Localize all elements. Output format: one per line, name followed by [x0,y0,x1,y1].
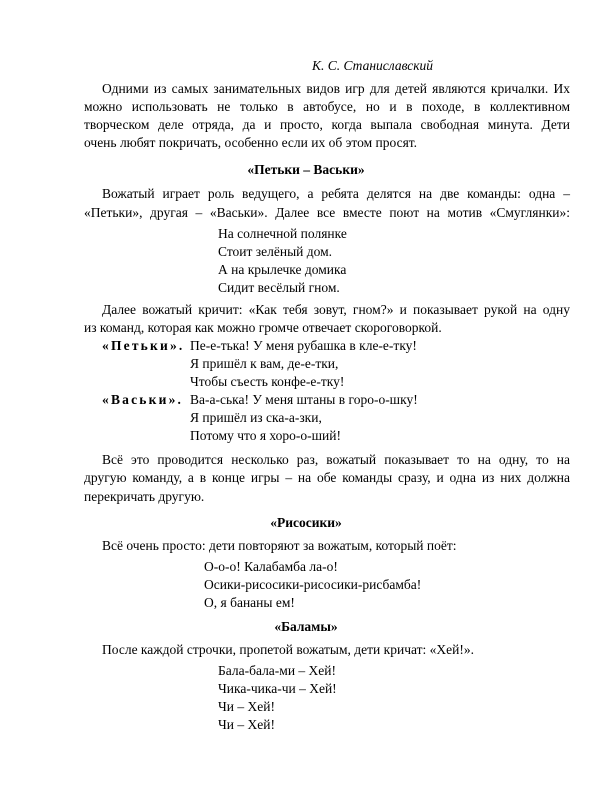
game-outro-line: перекричать другую. [84,489,205,504]
song-line: Чи – Хей! [218,699,275,714]
song-line: Бала-бала-ми – Хей! [218,663,337,678]
song-line: Стоит зелёный дом. [218,244,333,259]
song-line: На солнечной полянке [218,226,347,241]
chant-line: Я пришёл к вам, де-е-тки, [190,356,339,371]
intro-line: Одними из самых занимательных видов игр для детей являются кричалки. Их [102,81,570,96]
intro-line: можно использовать не только в автобусе, но и в походе, в коллективном [84,99,570,114]
song-line: Чи – Хей! [218,717,275,732]
chant-line: Ва-а-ська! У меня штаны в горо-о-шку! [190,392,418,407]
game-description-line: Всё очень просто: дети повторяют за вожатым, который поёт: [102,538,457,553]
team-label-petki: «Петьки». [102,338,185,353]
song-line: Осики-рисосики-рисосики-рисбамба! [204,577,422,592]
intro-line: очень любят покричать, особенно если их об этом просят. [84,135,418,150]
song-line: О, я бананы ем! [204,595,295,610]
team-label-vaski: «Васьки». [102,392,184,407]
game-description-line: После каждой строчки, пропетой вожатым, дети кричат: «Хей!». [102,642,474,657]
chant-line: Я пришёл из ска-а-зки, [190,410,322,425]
game-title-balamy: «Баламы» [274,619,338,634]
game-description-line: «Петьки», другая – «Васьки». Далее все вместе поют на мотив «Смуглянки»: [84,205,570,220]
game-description-line: Вожатый играет роль ведущего, а ребята делятся на две команды: одна – [102,186,570,201]
song-line: Чика-чика-чи – Хей! [218,681,337,696]
song-line: А на крылечке домика [218,262,347,277]
epigraph-author: К. С. Станиславский [312,58,434,73]
song-line: О-о-о! Калабамба ла-о! [204,559,338,574]
chant-line: Чтобы съесть конфе-е-тку! [190,374,345,389]
game-instruction-line: Далее вожатый кричит: «Как тебя зовут, гном?» и показывает рукой на одну [102,302,570,317]
game-title-risosiki: «Рисосики» [270,515,342,530]
song-line: Сидит весёлый гном. [218,280,340,295]
game-title-petki-vaski: «Петьки – Васьки» [247,162,365,177]
game-outro-line: Всё это проводится несколько раз, вожатый показывает то на одну, то на [102,452,570,467]
game-outro-line: другую команду, а в конце игры – на обе команды сразу, и одна из них должна [84,470,570,485]
game-instruction-line: из команд, которая как можно громче отвечает скороговоркой. [84,320,442,335]
chant-line: Пе-е-тька! У меня рубашка в кле-е-тку! [190,338,417,353]
chant-line: Потому что я хоро-о-ший! [190,428,341,443]
intro-line: творческом деле отряда, да и просто, когда выпала свободная минута. Дети [84,117,570,132]
